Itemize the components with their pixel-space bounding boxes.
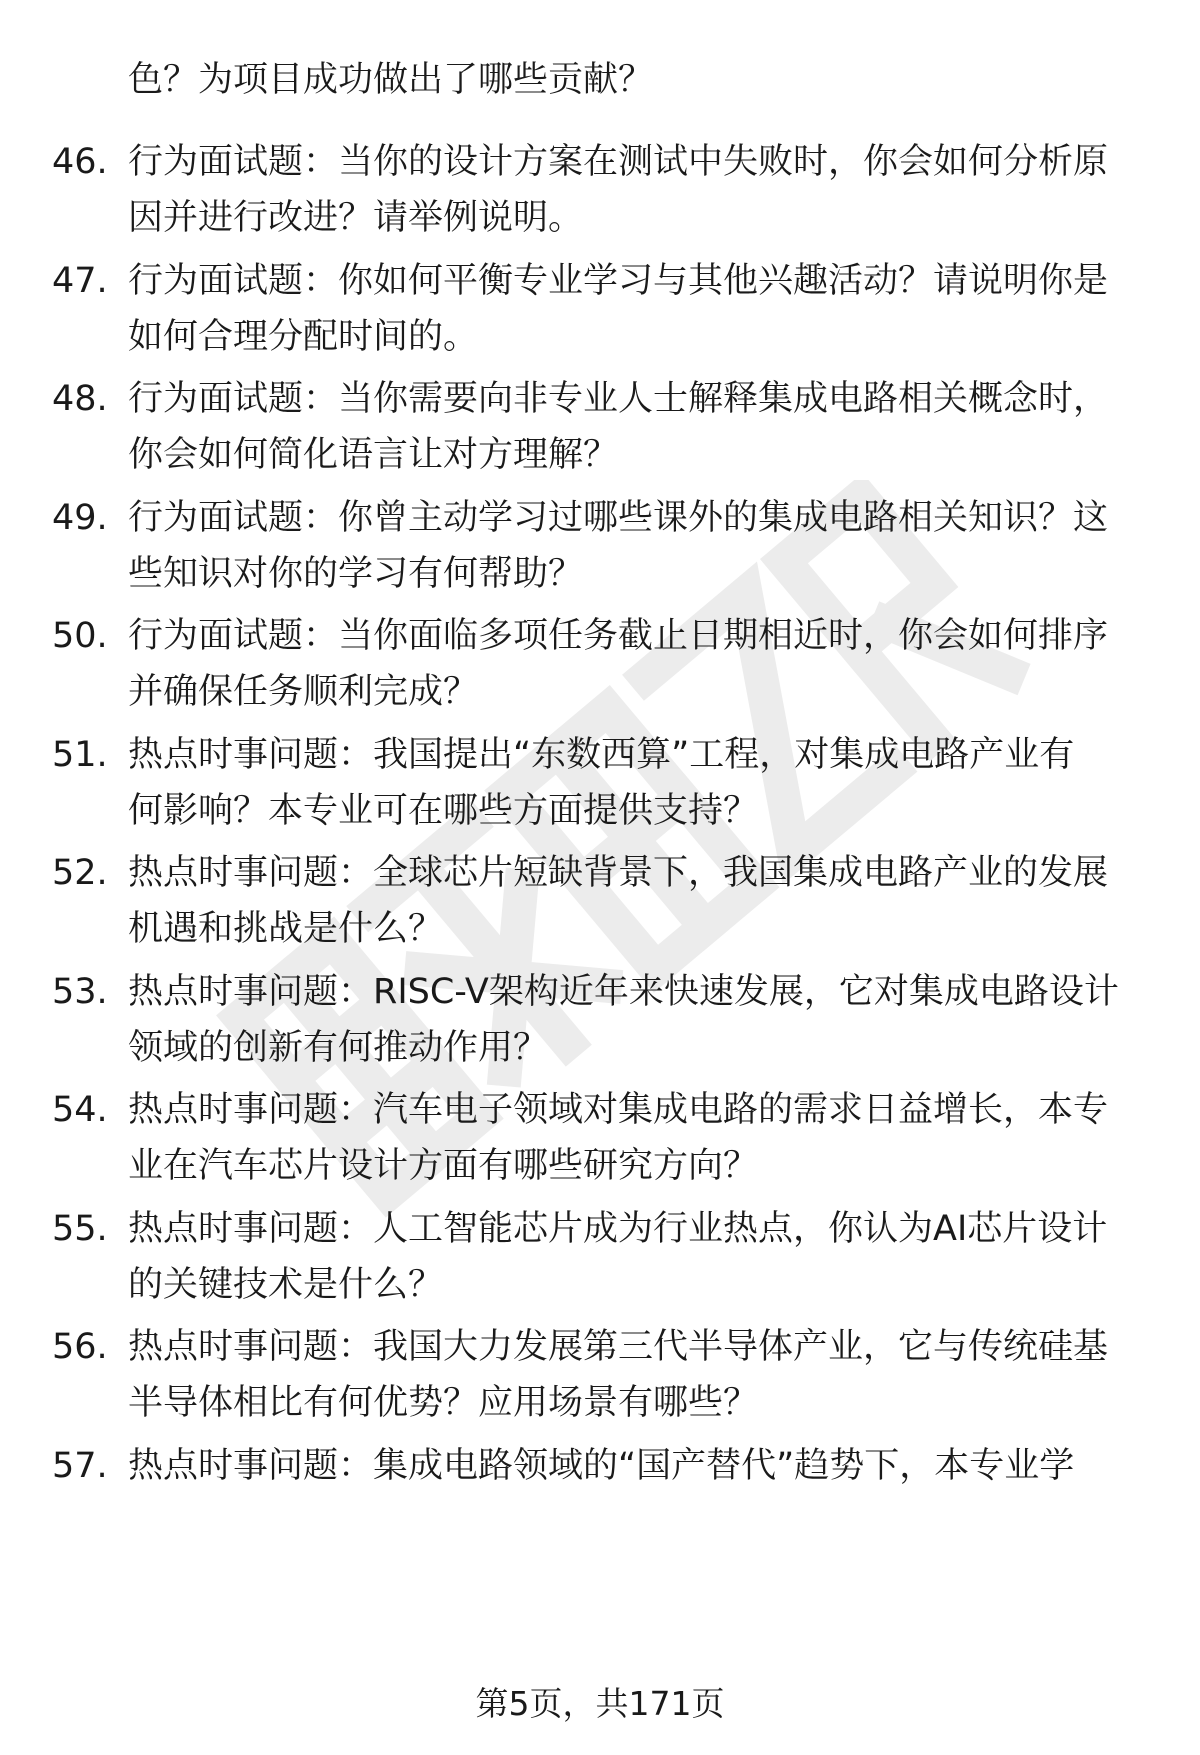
question-text-line: 热点时事问题：汽车电子领域对集成电路的需求日益增长，本专 (128, 1090, 1109, 1130)
question-text (128, 253, 1148, 365)
question-number: 52. (52, 853, 108, 893)
question-text-line: 行为面试题：当你需要向非专业人士解释集成电路相关概念时， (128, 379, 1109, 419)
question-text (128, 1438, 1148, 1494)
question-number: 49. (52, 497, 108, 538)
question-number: 55. (52, 1208, 108, 1249)
question-text-line: 热点时事问题：集成电路领域的“国产替代”趋势下，本专业学 (128, 1445, 1075, 1486)
question-number: 54. (52, 1090, 108, 1130)
question-text-line: 机遇和挑战是什么？ (128, 909, 444, 949)
question-number: 53. (52, 971, 108, 1012)
question-text-line: 并确保任务顺利完成？ (128, 672, 479, 712)
question-text (128, 134, 1148, 246)
question-number: 56. (52, 1327, 108, 1367)
question-number: 47. (52, 260, 108, 301)
question-text (128, 964, 1148, 1076)
question-text-line: 热点时事问题：我国大力发展第三代半导体产业，它与传统硅基 (128, 1327, 1109, 1367)
question-text-line: 热点时事问题：全球芯片短缺背景下，我国集成电路产业的发展 (128, 853, 1109, 893)
question-text-line: 你会如何简化语言让对方理解？ (128, 435, 619, 475)
question-number: 57. (52, 1445, 108, 1486)
question-text (128, 845, 1148, 957)
question-text-line: 的关键技术是什么？ (128, 1264, 444, 1305)
question-number: 50. (52, 616, 108, 656)
question-text-line: 因并进行改进？请举例说明。 (128, 198, 584, 238)
question-text (128, 490, 1148, 602)
question-text-line: 热点时事问题：人工智能芯片成为行业热点，你认为AI芯片设计 (128, 1208, 1108, 1249)
question-text-line: 半导体相比有何优势？应用场景有哪些？ (128, 1383, 759, 1423)
question-text (128, 1201, 1148, 1313)
question-text (128, 608, 1148, 720)
question-number: 48. (52, 379, 108, 419)
question-text-line: 行为面试题：当你面临多项任务截止日期相近时，你会如何排序 (128, 616, 1109, 656)
question-text-line: 领域的创新有何推动作用？ (128, 1027, 549, 1068)
question-text-line: 行为面试题：你曾主动学习过哪些课外的集成电路相关知识？这 (128, 497, 1109, 538)
continued-question-line: 色？为项目成功做出了哪些贡献？ (128, 60, 654, 100)
question-text-line: 何影响？本专业可在哪些方面提供支持？ (128, 790, 759, 831)
question-text-line: 行为面试题：当你的设计方案在测试中失败时，你会如何分析原 (128, 142, 1109, 182)
question-text (128, 371, 1148, 483)
question-number: 46. (52, 142, 108, 182)
question-text (128, 727, 1148, 839)
question-text-line: 业在汽车芯片设计方面有哪些研究方向？ (128, 1146, 759, 1186)
question-text-line: 些知识对你的学习有何帮助？ (128, 553, 584, 594)
question-text (128, 1082, 1148, 1194)
question-text-line: 热点时事问题：RISC-V架构近年来快速发展，它对集成电路设计 (128, 971, 1119, 1012)
question-text (128, 1319, 1148, 1431)
page-footer: 第5页，共171页 (475, 1684, 725, 1723)
question-text-line: 如何合理分配时间的。 (128, 316, 479, 357)
question-number: 51. (52, 734, 108, 775)
question-text-line: 行为面试题：你如何平衡专业学习与其他兴趣活动？请说明你是 (128, 260, 1109, 301)
question-text-line: 热点时事问题：我国提出“东数西算”工程，对集成电路产业有 (128, 734, 1075, 775)
